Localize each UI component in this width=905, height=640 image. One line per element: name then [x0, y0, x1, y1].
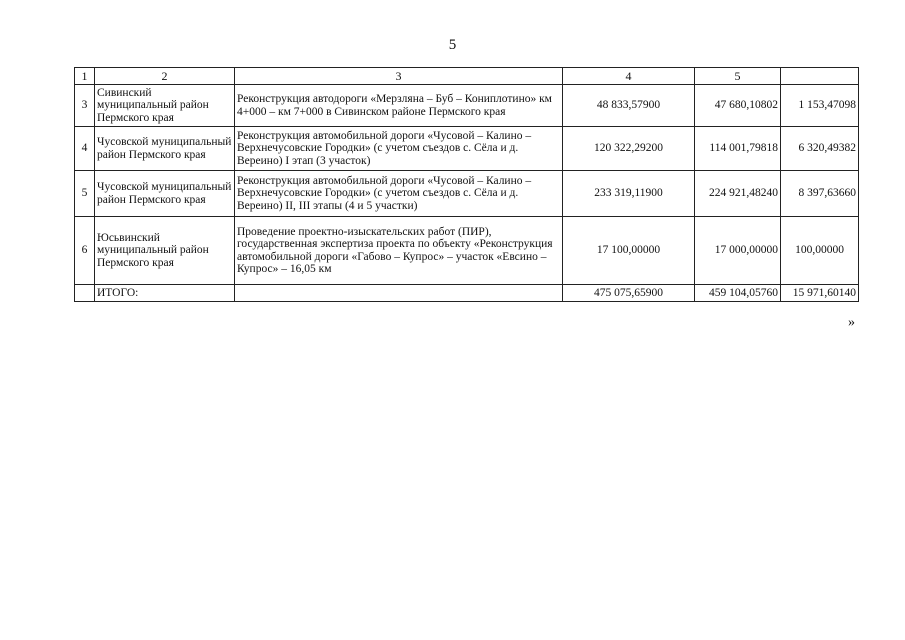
- table-row: [75, 171, 859, 217]
- header-cell-6: [781, 68, 859, 85]
- amount-col5: 114 001,79818: [695, 127, 781, 171]
- total-empty-description: [235, 285, 563, 302]
- table-row: [75, 127, 859, 171]
- amount-col6: 100,00000: [781, 217, 859, 285]
- description-cell: Реконструкция автомобильной дороги «Чусовой – Калино – Верхнечусовские Городки» (с учетом съездов с. Сёла и д. Верeино) I этап (3 участок): [235, 127, 563, 171]
- amount-col4: 48 833,57900: [563, 85, 695, 127]
- table-row: [75, 85, 859, 127]
- amount-col5: 224 921,48240: [695, 171, 781, 217]
- header-cell-1: 1: [75, 68, 95, 85]
- table-header-row: [75, 68, 859, 85]
- amount-col6: 8 397,63660: [781, 171, 859, 217]
- total-label: ИТОГО:: [95, 285, 235, 302]
- total-row: [75, 285, 859, 302]
- description-cell: Проведение проектно-изыскательских работ (ПИР), государственная экспертиза проекта по объекту «Реконструкция автомобильной дороги «Габово – Купрос» – участок «Евсино – Купрос» – 16,05 км: [235, 217, 563, 285]
- row-number: 3: [75, 85, 95, 127]
- total-col6: 15 971,60140: [781, 285, 859, 302]
- total-col4: 475 075,65900: [563, 285, 695, 302]
- district-cell: Сивинский муниципальный район Пермского края: [95, 85, 235, 127]
- closing-quote: »: [848, 315, 855, 330]
- total-empty-cell: [75, 285, 95, 302]
- amount-col4: 233 319,11900: [563, 171, 695, 217]
- description-cell: Реконструкция автомобильной дороги «Чусовой – Калино – Верхнечусовские Городки» (с учетом съездов с. Сёла и д. Верeино) II, III этапы (4 и 5 участки): [235, 171, 563, 217]
- header-cell-4: 4: [563, 68, 695, 85]
- table-row: [75, 217, 859, 285]
- header-cell-3: 3: [235, 68, 563, 85]
- district-cell: Чусовской муниципальный район Пермского края: [95, 171, 235, 217]
- page-number: 5: [448, 37, 457, 53]
- amount-col5: 17 000,00000: [695, 217, 781, 285]
- amount-col6: 1 153,47098: [781, 85, 859, 127]
- total-col5: 459 104,05760: [695, 285, 781, 302]
- district-cell: Чусовской муниципальный район Пермского края: [95, 127, 235, 171]
- amount-col4: 17 100,00000: [563, 217, 695, 285]
- row-number: 5: [75, 171, 95, 217]
- row-number: 6: [75, 217, 95, 285]
- row-number: 4: [75, 127, 95, 171]
- header-cell-5: 5: [695, 68, 781, 85]
- district-cell: Юсьвинский муниципальный район Пермского края: [95, 217, 235, 285]
- amount-col6: 6 320,49382: [781, 127, 859, 171]
- amount-col5: 47 680,10802: [695, 85, 781, 127]
- amount-col4: 120 322,29200: [563, 127, 695, 171]
- header-cell-2: 2: [95, 68, 235, 85]
- budget-table: [74, 67, 859, 302]
- description-cell: Реконструкция автодороги «Мерзляна – Буб – Кониплотино» км 4+000 – км 7+000 в Сивинском районе Пермского края: [235, 85, 563, 127]
